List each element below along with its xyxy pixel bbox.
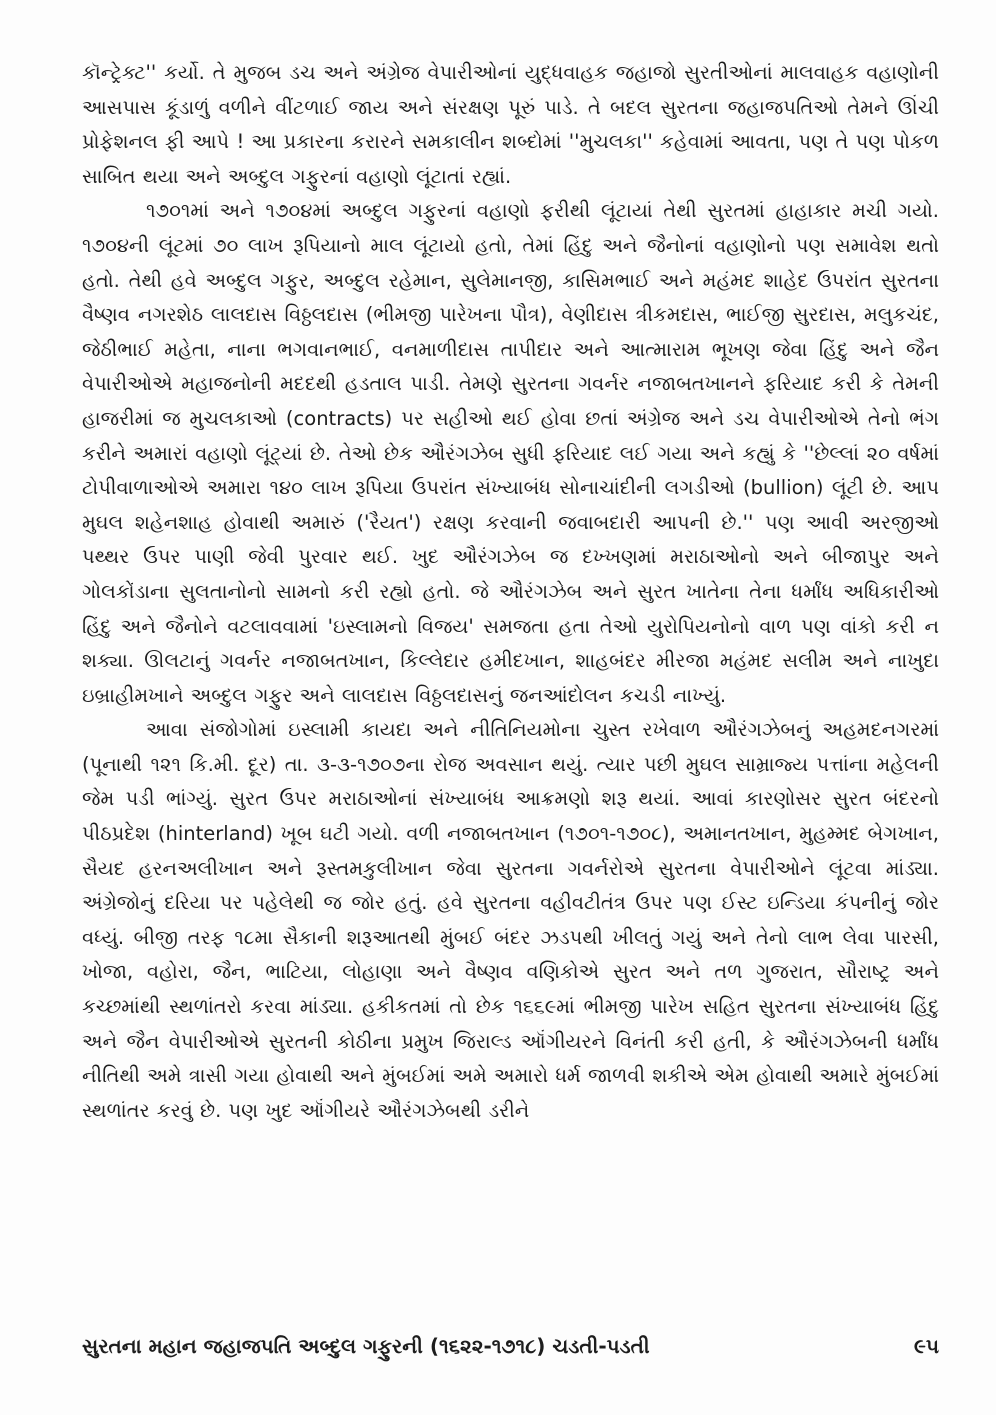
paragraph-2: ૧૭૦૧માં અને ૧૭૦૪માં અબ્દુલ ગફુરનાં વહાણો ફરીથી લૂંટાયાં તેથી સુરતમાં હાહાકાર મચી ગયો. ૧૭૦૪ની લૂંટમાં ૭૦ લાખ રૂપિયાનો માલ લૂંટાયો હતો, તેમાં હિંદુ અને જૈનોનાં વહાણોનો પણ સમાવેશ થતો હતો. તેથી હવે અબ્દુલ ગફુર, અબ્દુલ રહેમાન, સુલેમાનજી, કાસિમભાઈ અને મહંમદ શાહેદ ઉપરાંત સુરતના વૈષ્ણવ નગરશેઠ લાલદાસ વિઠ્ઠલદાસ (ભીમજી પારેખના પૌત્ર), વેણીદાસ ત્રીકમદાસ, ભાઈજી સુરદાસ, મલુકચંદ, જેઠીભાઈ મહેતા, નાના ભગવાનભાઈ, વનમાળીદાસ તાપીદાર અને આત્મારામ ભૂખણ જેવા હિંદુ અને જૈન વેપારીઓએ મહાજનોની મદદથી હડતાલ પાડી. તેમણે સુરતના ગવર્નર નજાબતખાનને ફરિયાદ કરી કે તેમની હાજરીમાં જ મુચલકાઓ (contracts) પર સહીઓ થઈ હોવા છતાં અંગ્રેજ અને ડચ વેપારીઓએ તેનો ભંગ કરીને અમારાં વહાણો લૂંટ્યાં છે. તેઓ છેક ઔરંગઝેબ સુધી ફરિયાદ લઈ ગયા અને કહ્યું કે ''છેલ્લાં ૨૦ વર્ષમાં ટોપીવાળાઓએ અમારા ૧૪૦ લાખ રૂપિયા ઉપરાંત સંખ્યાબંધ સોનાચાંદીની લગડીઓ (bullion) લૂંટી છે. આપ મુઘલ શહેનશાહ હોવાથી અમારું ('રૈયત') રક્ષણ કરવાની જવાબદારી આપની છે.'' પણ આવી અરજીઓ પથ્થર ઉપર પાણી જેવી પુરવાર થઈ. ખુદ ઔરંગઝેબ જ દખ્ખણમાં મરાઠાઓનો અને બીજાપુર અને ગોલકોંડાના સુલતાનોનો સામનો કરી રહ્યો હતો. જે ઔરંગઝેબ અને સુરત ખાતેના તેના ધર્માંધ અધિકારીઓ હિંદુ અને જૈનોને વટલાવવામાં 'ઇસ્લામનો વિજય' સમજતા હતા તેઓ યુરોપિયનોનો વાળ પણ વાંકો કરી ન શક્યા. ઊલટાનું ગવર્નર નજાબતખાન, કિલ્લેદાર હમીદખાન, શાહબંદર મીરજા મહંમદ સલીમ અને નાખુદા ઇબ્રાહીમખાને અબ્દુલ ગફુર અને લાલદાસ વિઠ્ઠલદાસનું જનઆંદોલન કચડી નાખ્યું. bbox=[82, 199, 939, 707]
page-footer bbox=[82, 1334, 939, 1370]
paragraph-1: કૉન્ટ્રેક્ટ'' કર્યો. તે મુજબ ડચ અને અંગ્રેજ વેપારીઓનાં યુદ્ધવાહક જહાજો સુરતીઓનાં માલવાહક વહાણોની આસપાસ કૂંડાળું વળીને વીંટળાઈ જાય અને સંરક્ષણ પૂરું પાડે. તે બદલ સુરતના જહાજપતિઓ તેમને ઊંચી પ્રોફેશનલ ફી આપે ! આ પ્રકારના કરારને સમકાલીન શબ્દોમાં ''મુચલકા'' કહેવામાં આવતા, પણ તે પણ પોકળ સાબિત થયા અને અબ્દુલ ગફુરનાં વહાણો લૂંટાતાં રહ્યાં. bbox=[82, 61, 939, 188]
paragraph-3: આવા સંજોગોમાં ઇસ્લામી કાયદા અને નીતિનિયમોના ચુસ્ત રખેવાળ ઔરંગઝેબનું અહમદનગરમાં (પૂનાથી ૧૨૧ કિ.મી. દૂર) તા. ૩-૩-૧૭૦૭ના રોજ અવસાન થયું. ત્યાર પછી મુઘલ સામ્રાજ્ય પત્તાંના મહેલની જેમ પડી ભાંગ્યું. સુરત ઉપર મરાઠાઓનાં સંખ્યાબંધ આક્રમણો શરૂ થયાં. આવાં કારણોસર સુરત બંદરનો પીઠપ્રદેશ (hinterland) ખૂબ ઘટી ગયો. વળી નજાબતખાન (૧૭૦૧-૧૭૦૮), અમાનતખાન, મુહમ્મદ બેગખાન, સૈયદ હરનઅલીખાન અને રૂસ્તમકુલીખાન જેવા સુરતના ગવર્નરોએ સુરતના વેપારીઓને લૂંટવા માંડ્યા. અંગ્રેજોનું દરિયા પર પહેલેથી જ જોર હતું. હવે સુરતના વહીવટીતંત્ર ઉપર પણ ઈસ્ટ ઇન્ડિયા કંપનીનું જોર વધ્યું. બીજી તરફ ૧૮મા સૈકાની શરૂઆતથી મુંબઈ બંદર ઝડપથી ખીલતું ગયું અને તેનો લાભ લેવા પારસી, ખોજા, વહોરા, જૈન, ભાટિયા, લોહાણા અને વૈષ્ણવ વણિકોએ સુરત અને તળ ગુજરાત, સૌરાષ્ટ્ર અને કચ્છમાંથી સ્થળાંતરો કરવા માંડ્યા. હકીકતમાં તો છેક ૧૬૬૯માં ભીમજી પારેખ સહિત સુરતના સંખ્યાબંધ હિંદુ અને જૈન વેપારીઓએ સુરતની કોઠીના પ્રમુખ જિરાલ્ડ ઑંગીયરને વિનંતી કરી હતી, કે ઔરંગઝેબની ધર્માંધ નીતિથી અમે ત્રાસી ગયા હોવાથી અને મુંબઈમાં અમે અમારો ધર્મ જાળવી શકીએ એમ હોવાથી અમારે મુંબઈમાં સ્થળાંતર કરવું છે. પણ ખુદ ઑંગીયરે ઔરંગઝેબથી ડરીને bbox=[82, 718, 939, 1122]
running-title: સુરતના મહાન જહાજપતિ અબ્દુલ ગફુરની (૧૬૨૨-૧૭૧૮) ચડતી-પડતી bbox=[82, 1334, 650, 1358]
page-number: ૯૫ bbox=[914, 1334, 939, 1358]
body-text bbox=[82, 56, 939, 1128]
